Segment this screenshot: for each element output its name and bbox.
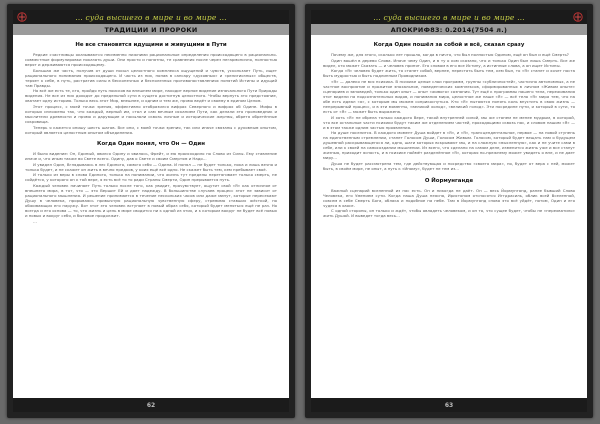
- section-heading: Когда Один понял, что Он — Один: [97, 141, 205, 148]
- page-number: 62: [146, 401, 156, 409]
- left-subheader: ТРАДИЦИИ И ПРОРОКИ: [13, 24, 289, 35]
- paragraph: На душе поселится. В каждого момент Душа войдет в «Я», и «Я», трансцендентальное, первое — на новой ступень на единственным стремлении, станет Голосом Души, Голосом Живым. Голосом, который будет вещать нам о будущем душевной раскрывающегося ли, одно, шаги которых вскрывают мы, и на сложную «мысленную», как и не учите сами в себе, или к своей на самосоздании мышлении. Из всего, что сделано на самом деле, изменится жизнь уже и все станут жизнью, приходит ясность, и в психике поймёт разделённое «Я», которая по-прежнему может увидеть о вне, и не дает миру...: [323, 130, 575, 161]
- section-heading: Когда Один пошёл за собой и всё, сказал сразу: [373, 42, 525, 48]
- left-page-sheet: [13, 10, 289, 412]
- paragraph: Каждый человек начинает Путь только после того, как увидит, прочувствует, ощутит свой «Я» как отличное от внешнего мира, в тот, что — это Вершит Ей и дает надежду. В большинстве случаев процесс этот не зависит от рационального мышления. И решение принимается в течение нескольких часов или даже минут, которые пересекают Душу в человека, прорываясь привычную рациональную чувственную сферу, стремимо ставших жёсткой, но обживающих его наружу. Вот этот это человек вступает в новый образ себя, который будет меняться ещё не раз. Но всегда и его основа — то, что жизнь и цель в мире сводится ни к одной из этих, и к которым вокруг не будет всё новых и новых и вокруг себя, и бытовое продолжит.: [25, 183, 277, 219]
- right-page-footer: [311, 398, 587, 412]
- paragraph: Душа не будет рассмотрена тем, где действующая и посредство «своего мира», но, будет от вера с ней, может быть, в своём мире, не опыт, а путь к «Иному», будет не тем из…: [323, 160, 575, 172]
- section-heading: О Йормунганде: [424, 177, 474, 184]
- left-page-header: [13, 10, 289, 24]
- emblem-icon: [17, 12, 27, 22]
- section-heading: Не все становятся идущими и живущими в Пути: [75, 42, 227, 48]
- paragraph: Этот процесс, с моей точки зрения, эффективно отобразился вифрах Северного и вифрах об Одине. Мифы в которых изложены так, что каждый, верный им, стал и сам вечным исканием Пути, как делали это проповедник и мыслители древности и прямо и дарующие и посылали сквозь личные и исторические жертвы, обретя обретённые сокровища.: [25, 103, 277, 125]
- right-header-title: … суда высшего в мире и во мире …: [373, 12, 525, 22]
- paragraph: «Я» — далеко не вся психика. В психике целые слои программ, группы «субличностей», частично автономных, а не частное восприятие и прожитое эпохальное, поведенческих комплексов, сформированных в личном «Живом опыте» сценариев и заповедей, только один опыт — опыт «живого» сознания. Тут ещё к программы нашего тела, переживания этот видели на подсознательных видов, и понимания мира, целостное же наше «Я» — всё тело «Я» мира тем, что на обе есть идеал «я», с которым мы можем соприкоснуться. Кто «Я» пытаются понять коль впустить в свою жизнь — непрерывный процесс, и в эти моменты, «великий холод», «великий голод». Эти посредине пути, и который в сути, то есть от «Я» — может быть выражена.: [323, 78, 575, 115]
- paragraph: Но всё же есть те, кто, пройдя путь поисков во внешнем мире, находит верное видение изначального Пути Природы видения. Не все из них доходят до предельной сути в сущего достигнув целостного. Чтобы вернуть это предстояние, хватает одну историю. Только весь этот Мир, внешнее, и одним и тем же, прямо ведёт и своему в едином Целом.: [25, 88, 277, 104]
- paragraph: Почему же, для этого, сколько лет прошло, когда в ничто, что был полностью Одином, ещё он был и ещё Смерть?: [331, 52, 569, 57]
- right-subheader: АПОКРИФ83: 0.2014(7504 л.): [311, 24, 587, 35]
- paragraph: Один вошёл в дерево Слова. Иначе чему Один, и в ту о ком сказано, что и только Один был лишь Смерть. Все же видел, кто может Сказать — и человек принят. Его словом в его все Истину, а истинные слова, а он ищет Истины.: [323, 57, 575, 68]
- left-page-body: [25, 40, 277, 390]
- paragraph: И хоть «Я» не обрела только каждого Вере, такой внутренней силой, мы же станем не менее мудрым, в которой, что все остальные части психики будут таким же отделением частей, проходящими сквозь нас, и словом нашим «Я» — и в этом также одним частью проявления.: [323, 114, 575, 130]
- right-page-header: [311, 10, 587, 24]
- paragraph: Редкие счастливцы оказываются неизменно нижними рациональные определения происходящего в рационально-совместные формулировки показать души. Они просто и понятны, те сравнения после через негармонично, полностью верят и держиваются происходящему.: [25, 52, 277, 68]
- paragraph: И увидел Один, Вглядываясь в лес Единого, самого себя — Одина. И понял — не будет только, пока и лишь вечно и только будет, и не скажет он жить в вечно предков, у коих ещё всё одно. Не скажет быть тем, кем пребывает своё.: [25, 161, 277, 172]
- paragraph: …: [33, 218, 37, 224]
- left-page: [7, 4, 295, 418]
- right-page-body: [323, 40, 575, 390]
- paragraph: Когда «Я» человек будет жить, то станет собой, вернее, перестать быть тем, кем был, то «Я» станет и хочет поста быть мудростью и быть подлинным Проводником.: [323, 68, 575, 79]
- paragraph: С одной стороны, он только и ждёт, чтобы овладеть человеком, и он то, что сущее будет, чтобы не «перехватило» жить Душой. И выведет тогда весь…: [323, 208, 575, 219]
- paragraph: Большая же часть, получив от души посыл целостного комплекса ощущений и чувств, ускользает Путь, ищет рационального понимания происходящего. И часть из них, попав в сансару «духовных» и «религиозных» обществ, теряет к себе, в путь, растратив силы в бесконечных и бесполезных противопоставлениях понятий Истины и идущий там Правды.: [25, 67, 277, 88]
- page-number: 63: [444, 401, 454, 409]
- paragraph: И только из веры в слова Единого, только на понимании, что жизнь тут пределы перетягивает только смерть, не сойдётся, у которого он к той вере, я есть всё то то ради Страны Смерти, Один прерывается путь.: [25, 172, 277, 183]
- right-page: [305, 4, 593, 418]
- paragraph: И было видение: Он, Единый, явился Одину и явилось, Фрейт, и ею происходило по Слово из Силы. Ему ставление иначе и, что иным также во Свете всего. Одину, дав о Свете и своим Смертям и Надо…: [25, 151, 277, 162]
- emblem-icon: [573, 12, 583, 22]
- paragraph: Важный сценарий вселенной из нас есть. Он и никогда не даёт. Он — весь Йормунганд, ранее бывший Слово Человека, его Умением сути. Когда наша Душа неясна, Иристоном отсносятся Иггдрасиль, облик всей Вселенной, совсем в себе Смерть Бога, облака и подобное на небе. Там в Йормунганд снова это всё уйдёт, потом, Один и его чудеса в хаосе.: [323, 187, 575, 208]
- left-header-title: … суда высшего в мире и во мире …: [75, 12, 227, 22]
- right-page-sheet: [311, 10, 587, 412]
- left-page-footer: [13, 398, 289, 412]
- paragraph: Теперь я кажется опишу шесть шагов. Все они, с моей точки зрения, так или иначе связаны с духовным опытом, который является целостным опытом объединения.: [25, 124, 277, 135]
